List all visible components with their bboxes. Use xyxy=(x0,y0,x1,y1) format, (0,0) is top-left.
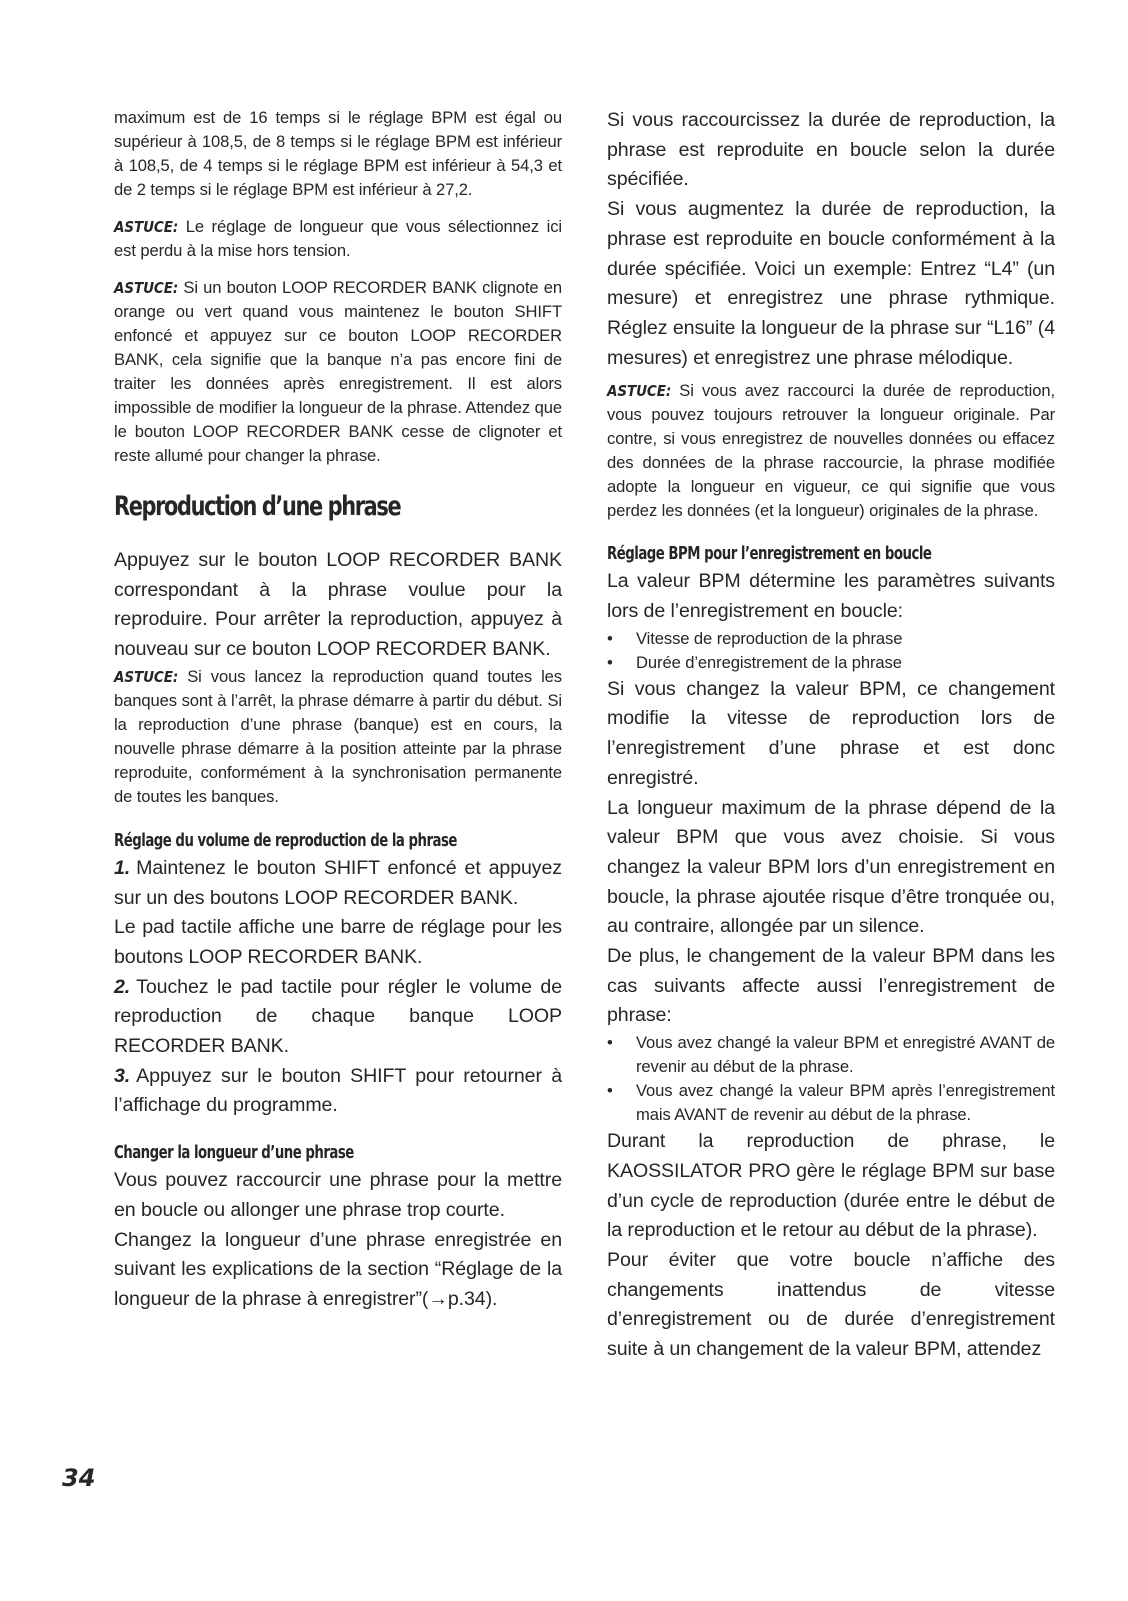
subheading-volume: Réglage du volume de reproduction de la phrase xyxy=(114,830,457,851)
pad-paragraph: Le pad tactile affiche une barre de réglage pour les boutons LOOP RECORDER BANK. xyxy=(114,916,562,968)
bullet-glyph: • xyxy=(607,1033,613,1053)
subheading-length: Changer la longueur d’une phrase xyxy=(114,1143,354,1164)
tip-text: Si vous avez raccourci la durée de reproduction, vous pouvez toujours retrouver la longueur originale. Par contre, si vous enregistrez de nouvelles données ou effacez des données de la phrase raccourcie, la phrase modifiée adopte la longueur en vigueur, ce qui signifie que vous perdez les données (et la longueur) originales de la phrase. xyxy=(607,381,1055,521)
tip-text: Si un bouton LOOP RECORDER BANK clignote en orange ou vert quand vous maintenez le bouton SHIFT enfoncé et appuyez sur ce bouton LOOP RECORDER BANK, cela signifie que la banque n’a pas encore fini de traiter les données après enregistrement. Il est alors impossible de modifier la longueur de la phrase. Attendez que le bouton LOOP RECORDER BANK cesse de clignoter et reste allumé pour changer la phrase. xyxy=(114,278,562,465)
list-item xyxy=(607,1079,1055,1127)
step-1 xyxy=(114,854,562,913)
list-item-text: Durée d’enregistrement de la phrase xyxy=(636,652,902,672)
list-item-text: Vous avez changé la valeur BPM et enregistré AVANT de revenir au début de la phrase. xyxy=(636,1033,1055,1077)
shorten-paragraph: Si vous raccourcissez la durée de reproduction, la phrase est reproduite en boucle selon la durée spécifiée. xyxy=(607,109,1055,191)
tip-paragraph xyxy=(607,379,1055,523)
tip-label: ASTUCE: xyxy=(114,218,179,236)
bullet-glyph: • xyxy=(607,652,613,672)
bpm-max-paragraph: La longueur maximum de la phrase dépend de la valeur BPM que vous avez choisie. Si vous changez la valeur BPM lors d’un enregistrement en boucle, la phrase ajoutée risque d’être tronquée ou, au contraire, allongée par un silence. xyxy=(607,796,1055,938)
length-paragraph: Vous pouvez raccourcir une phrase pour la mettre en boucle ou allonger une phrase trop courte. xyxy=(114,1169,562,1221)
extend-paragraph: Si vous augmentez la durée de reproduction, la phrase est reproduite en boucle conformément à la durée spécifiée. Voici un exemple: Entrez “L4” (un mesure) et enregistrez une phrase rythmique. Réglez ensuite la longueur de la phrase sur “L16” (4 mesures) et enregistrez une phrase mélodique. xyxy=(607,198,1055,369)
tip-label: ASTUCE: xyxy=(114,279,179,297)
list-item xyxy=(607,627,1055,651)
bullet-list xyxy=(607,1031,1055,1127)
avoid-paragraph: Pour éviter que votre boucle n’affiche des changements inattendus de vitesse d’enregistrement ou de durée d’enregistrement suite à un changement de la valeur BPM, attendez xyxy=(607,1248,1055,1361)
step-3 xyxy=(114,1062,562,1121)
page-number: 34 xyxy=(62,1464,96,1492)
step-2 xyxy=(114,973,562,1062)
step-text: Maintenez le bouton SHIFT enfoncé et appuyez sur un des boutons LOOP RECORDER BANK. xyxy=(114,856,562,909)
step-number: 2. xyxy=(114,975,131,998)
intro-paragraph: maximum est de 16 temps si le réglage BPM est égal ou supérieur à 108,5, de 8 temps si le réglage BPM est inférieur à 108,5, de 4 temps si le réglage BPM est inférieur à 54,3 et de 2 temps si le réglage BPM est inférieur à 27,2. xyxy=(114,108,562,199)
bpm-intro-paragraph: La valeur BPM détermine les paramètres suivants lors de l’enregistrement en boucle: xyxy=(607,570,1055,623)
subheading-bpm: Réglage BPM pour l’enregistrement en boucle xyxy=(607,544,932,565)
step-text: Touchez le pad tactile pour régler le volume de reproduction de chaque banque LOOP RECORDER BANK. xyxy=(114,975,562,1058)
left-column xyxy=(114,106,562,1315)
list-item xyxy=(607,1031,1055,1079)
during-paragraph: Durant la reproduction de phrase, le KAOSSILATOR PRO gère le réglage BPM sur base d’un cycle de reproduction (durée entre le début de la reproduction et le retour au début de la phrase). xyxy=(607,1130,1055,1242)
step-number: 1. xyxy=(114,856,131,879)
length-paragraph: Changez la longueur d’une phrase enregistrée en suivant les explications de la section “Réglage de la longueur de la phrase à enregistrer”(→p.34). xyxy=(114,1228,562,1310)
list-item xyxy=(607,651,1055,675)
tip-label: ASTUCE: xyxy=(607,382,672,401)
section-heading-reproduction: Reproduction d’une phrase xyxy=(114,491,401,522)
tip-text: Si vous lancez la reproduction quand toutes les banques sont à l’arrêt, la phrase démarre à partir du début. Si la reproduction d’une phrase (banque) est en cours, la nouvelle phrase démarre à la position atteinte par la phrase reproduite, conformément à la synchronisation permanente de toutes les banques. xyxy=(114,666,562,806)
tip-label: ASTUCE: xyxy=(114,667,179,686)
tip-paragraph xyxy=(114,665,562,809)
reproduction-paragraph: Appuyez sur le bouton LOOP RECORDER BANK correspondant à la phrase voulue pour la reproduire. Pour arrêter la reproduction, appuyez à nouveau sur ce bouton LOOP RECORDER BANK. xyxy=(114,549,562,661)
step-text: Appuyez sur le bouton SHIFT pour retourner à l’affichage du programme. xyxy=(114,1064,562,1117)
step-number: 3. xyxy=(114,1064,131,1087)
bullet-list xyxy=(607,627,1055,675)
list-item-text: Vitesse de reproduction de la phrase xyxy=(636,628,903,648)
tip-text: Le réglage de longueur que vous sélectionnez ici est perdu à la mise hors tension. xyxy=(114,217,562,260)
tip-paragraph xyxy=(114,215,562,263)
right-column xyxy=(607,106,1055,1365)
bullet-glyph: • xyxy=(607,1081,613,1101)
bullet-glyph: • xyxy=(607,628,613,648)
bpm-cases-paragraph: De plus, le changement de la valeur BPM dans les cas suivants affecte aussi l’enregistrement de phrase: xyxy=(607,945,1055,1027)
bpm-change-paragraph: Si vous changez la valeur BPM, ce changement modifie la vitesse de reproduction lors de l’enregistrement d’une phrase et est donc enregistré. xyxy=(607,677,1055,789)
tip-paragraph xyxy=(114,276,562,468)
list-item-text: Vous avez changé la valeur BPM après l’enregistrement mais AVANT de revenir au début de la phrase. xyxy=(636,1081,1055,1125)
